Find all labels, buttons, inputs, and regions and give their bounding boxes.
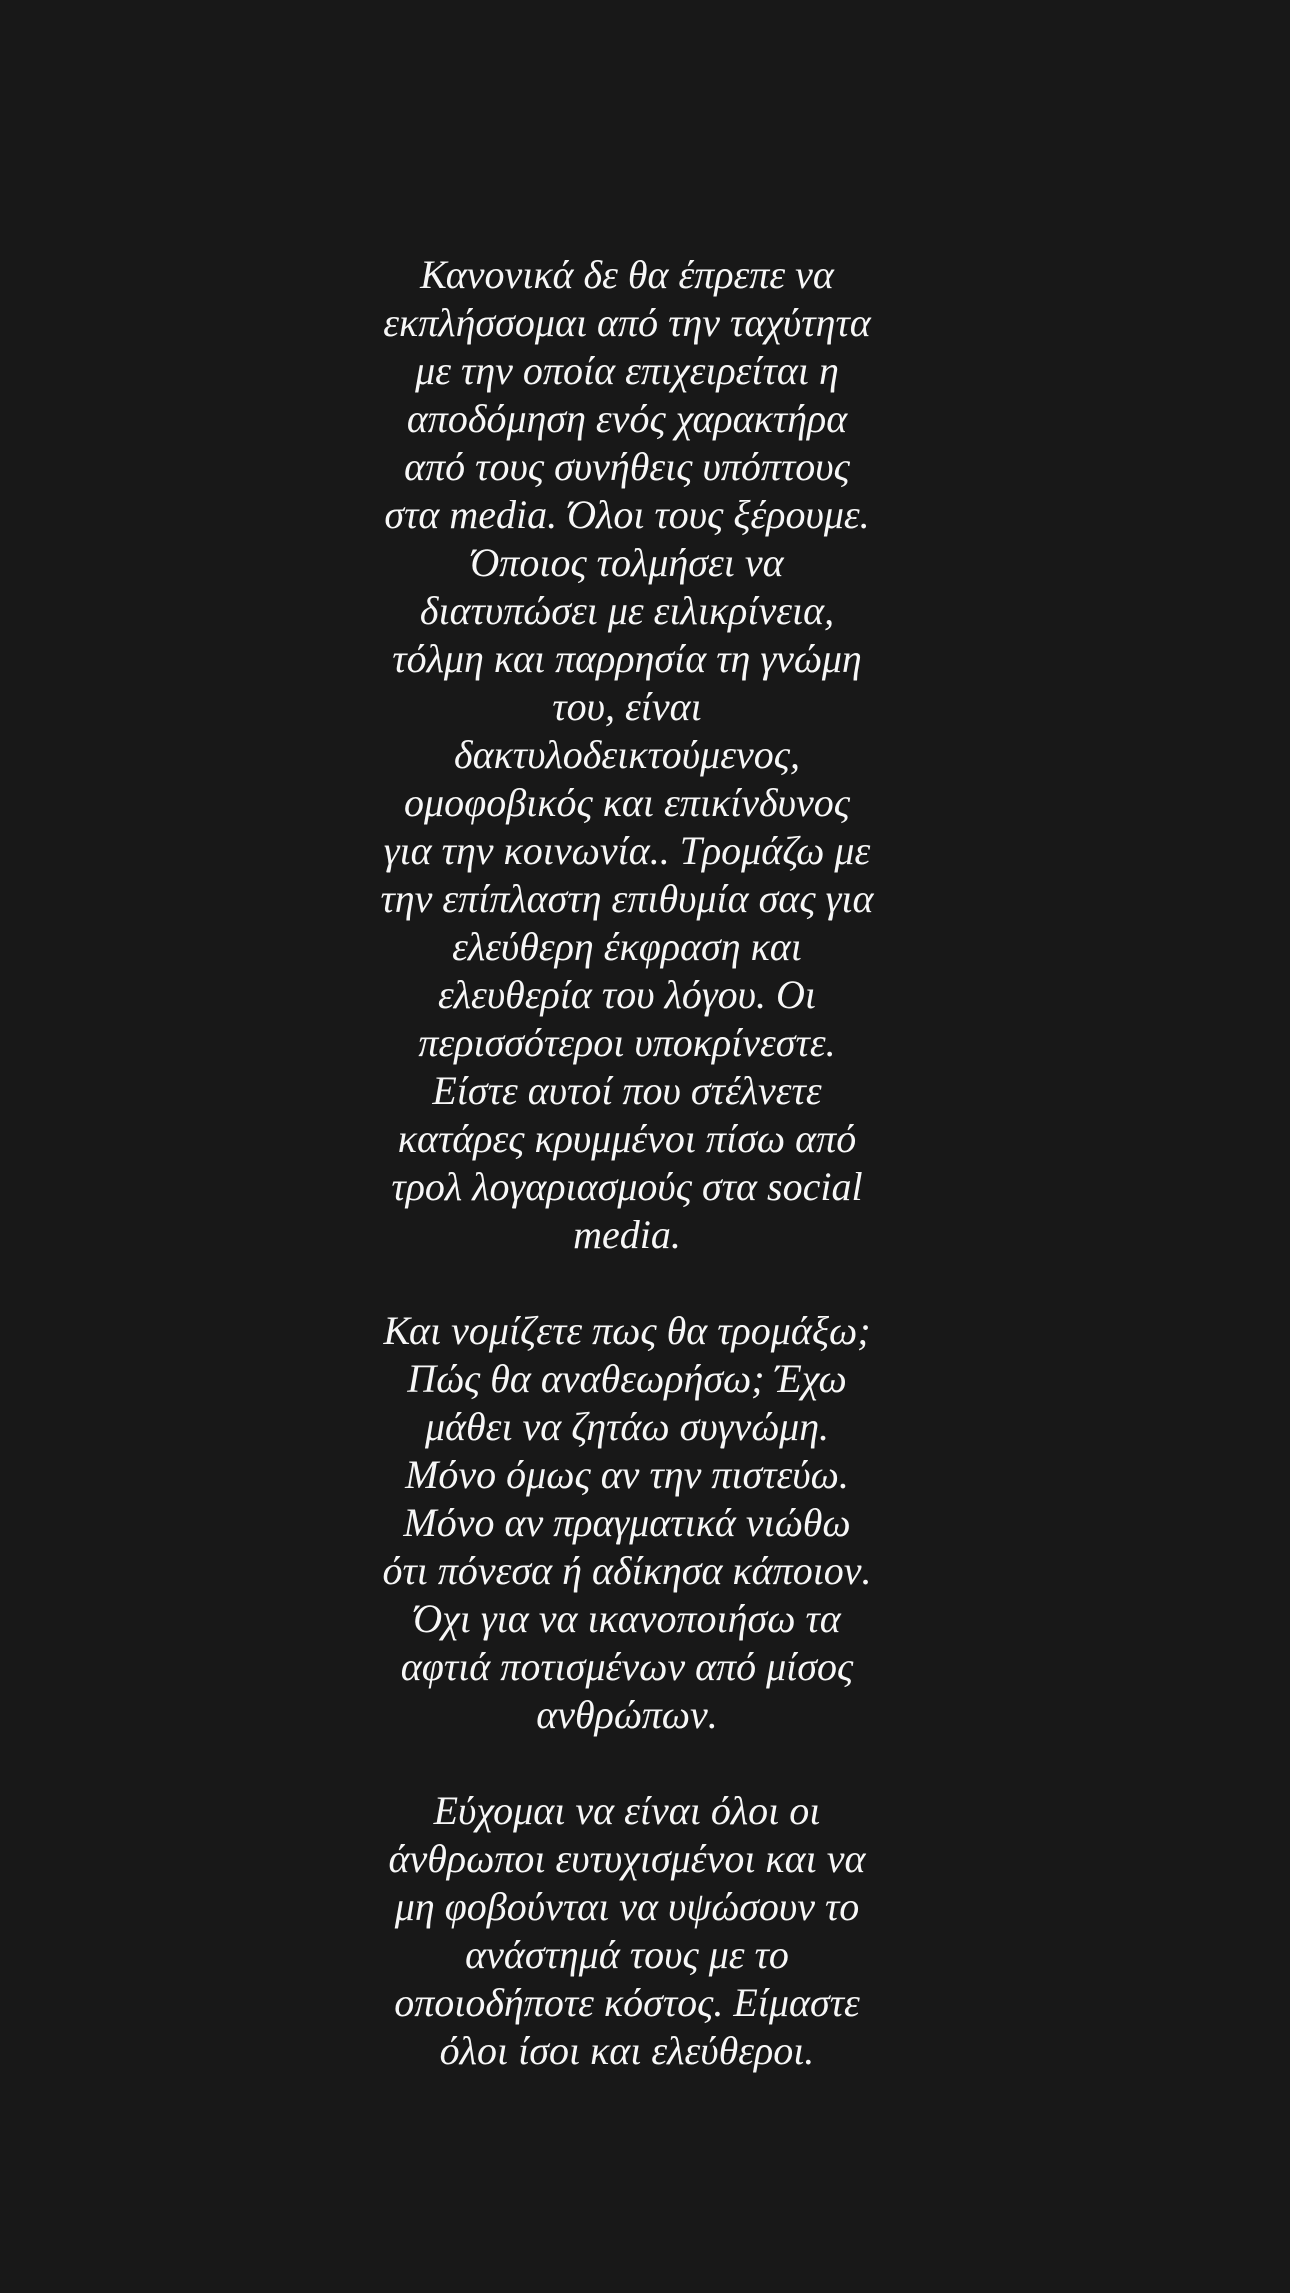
text-line: Όχι για να ικανοποιήσω τα — [413, 1596, 841, 1641]
text-line: ελεύθερη έκφραση και — [452, 924, 802, 969]
text-line: Πώς θα αναθεωρήσω; Έχω — [407, 1356, 847, 1401]
text-line: δακτυλοδεικτούμενος, — [454, 732, 800, 777]
text-line: οποιοδήποτε κόστος. Είμαστε — [394, 1980, 860, 2025]
text-line: περισσότεροι υποκρίνεστε. — [418, 1020, 836, 1065]
text-line: με την οποία επιχειρείται η — [415, 348, 839, 393]
text-line: άνθρωποι ευτυχισμένοι και να — [388, 1836, 866, 1881]
text-line: μη φοβούνται να υψώσουν το — [394, 1884, 860, 1929]
text-line: κατάρες κρυμμένοι πίσω από — [397, 1116, 857, 1161]
text-line: ομοφοβικός και επικίνδυνος — [404, 780, 850, 825]
text-line: ανάστημά τους με το — [465, 1932, 789, 1977]
text-line: Εύχομαι να είναι όλοι οι — [433, 1788, 821, 1833]
text-line: ανθρώπων. — [536, 1692, 718, 1737]
text-line: αφτιά ποτισμένων από μίσος — [400, 1644, 854, 1689]
text-line: ότι πόνεσα ή αδίκησα κάποιον. — [382, 1548, 872, 1593]
paragraph — [0, 251, 1254, 1259]
text-line: εκπλήσσομαι από την ταχύτητα — [383, 300, 871, 345]
text-line: Είστε αυτοί που στέλνετε — [432, 1068, 822, 1113]
text-line: στα media. Όλοι τους ξέρουμε. — [384, 492, 870, 537]
text-line: Μόνο αν πραγματικά νιώθω — [403, 1500, 851, 1545]
text-line: την επίπλαστη επιθυμία σας για — [380, 876, 874, 921]
text-line: Μόνο όμως αν την πιστεύω. — [405, 1452, 849, 1497]
paragraph — [0, 1787, 1254, 2075]
text-line: ελευθερία του λόγου. Οι — [437, 972, 817, 1017]
story-text-block — [0, 251, 1254, 2075]
text-line: όλοι ίσοι και ελεύθεροι. — [439, 2028, 815, 2073]
text-line: τρολ λογαριασμούς στα social — [391, 1164, 863, 1209]
text-line: από τους συνήθεις υπόπτους — [404, 444, 850, 489]
text-line: διατυπώσει με ειλικρίνεια, — [419, 588, 835, 633]
text-line: τόλμη και παρρησία τη γνώμη — [392, 636, 862, 681]
text-line: Όποιος τολμήσει να — [470, 540, 784, 585]
text-line: αποδόμηση ενός χαρακτήρα — [406, 396, 848, 441]
text-line: media. — [573, 1212, 681, 1257]
text-line: του, είναι — [552, 684, 702, 729]
text-line: Και νομίζετε πως θα τρομάξω; — [383, 1308, 871, 1353]
text-line: για την κοινωνία.. Τρομάζω με — [383, 828, 871, 873]
paragraph — [0, 1307, 1254, 1739]
text-line: μάθει να ζητάω συγνώμη. — [424, 1404, 830, 1449]
text-line: Κανονικά δε θα έπρεπε να — [420, 252, 834, 297]
